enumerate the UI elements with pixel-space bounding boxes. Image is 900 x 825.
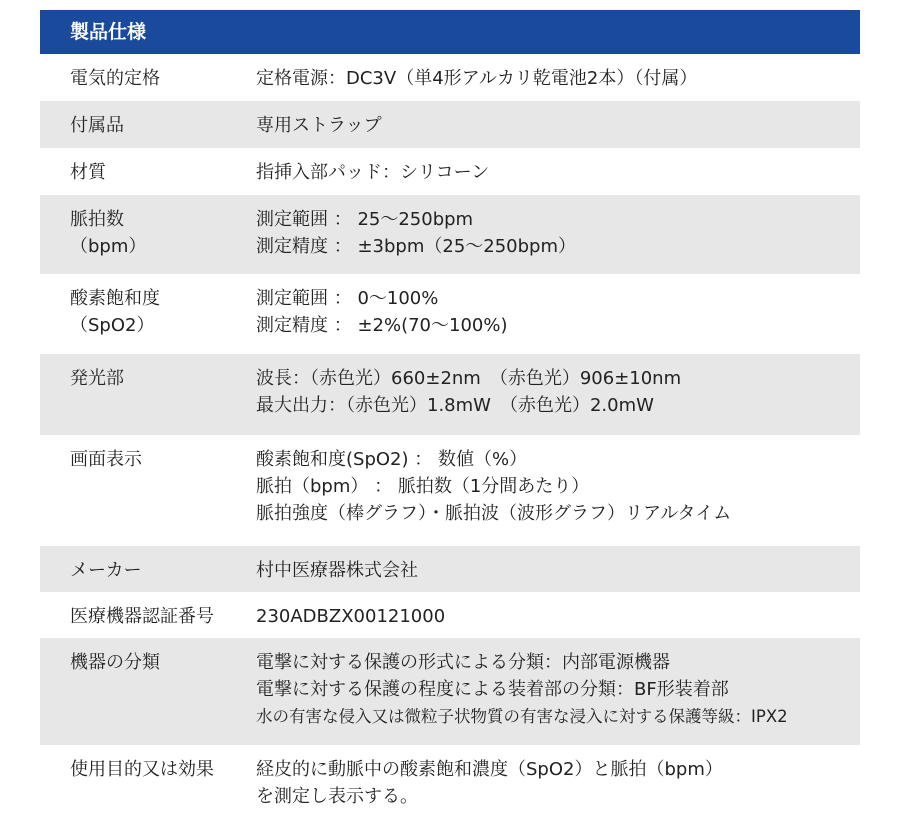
section-header — [40, 10, 860, 54]
row-label: 材質 — [70, 162, 106, 183]
section-title: 製品仕様 — [70, 21, 147, 43]
spec-row-intended-use — [40, 745, 860, 825]
spec-row-certification-number — [40, 592, 860, 638]
spec-row-material — [40, 148, 860, 195]
row-value: 測定範囲 ： 0～100% 測定精度 ： ±2%(70～100%) — [256, 288, 508, 336]
row-value: 経皮的に動脈中の酸素飽和濃度（SpO2）と脈拍（bpm） を測定し表示する。 — [256, 759, 723, 807]
row-label: 付属品 — [70, 115, 124, 136]
row-value: 指挿入部パッド：シリコーン — [256, 162, 490, 183]
spec-row-light-emitter — [40, 354, 860, 435]
row-label: 電気的定格 — [70, 68, 160, 89]
row-value: 波長：（赤色光）660±2nm （赤色光）906±10nm 最大出力：（赤色光）1.8mW （赤色光）2.0mW — [256, 368, 682, 416]
row-value: 測定範囲 ： 25～250bpm 測定精度 ： ±3bpm（25～250bpm） — [256, 209, 577, 257]
row-value: 村中医療器株式会社 — [256, 560, 418, 581]
row-value: 定格電源：DC3V（単4形アルカリ乾電池2本）（付属） — [256, 68, 698, 89]
spec-row-pulse-rate — [40, 195, 860, 274]
row-label: 機器の分類 — [70, 652, 160, 673]
spec-row-accessories — [40, 101, 860, 148]
row-label: 脈拍数 （bpm） — [70, 209, 147, 257]
row-value: 電撃に対する保護の形式による分類：内部電源機器 電撃に対する保護の程度による装着部の分類：BF形装着部 水の有害な侵入又は微粒子状物質の有害な浸入に対する保護等級：IPX2 — [256, 652, 788, 726]
row-label: 医療機器認証番号 — [70, 606, 214, 627]
row-value: 酸素飽和度(SpO2) ： 数値（%） 脈拍（bpm） ： 脈拍数（1分間あたり） 脈拍強度（棒グラフ）・脈拍波（波形グラフ）リアルタイム — [256, 449, 732, 524]
row-label: 画面表示 — [70, 449, 142, 470]
row-value: 230ADBZX00121000 — [256, 606, 446, 627]
row-value: 専用ストラップ — [256, 115, 382, 136]
row-label: 使用目的又は効果 — [70, 759, 214, 780]
spec-row-electrical-rating — [40, 54, 860, 101]
row-label: メーカー — [70, 560, 142, 581]
row-label: 発光部 — [70, 368, 124, 389]
spec-row-manufacturer — [40, 546, 860, 592]
spec-row-display — [40, 435, 860, 546]
spec-row-device-classification — [40, 638, 860, 745]
spec-table — [40, 10, 860, 825]
spec-row-oxygen-saturation — [40, 274, 860, 354]
row-label: 酸素飽和度 （SpO2） — [70, 288, 160, 336]
